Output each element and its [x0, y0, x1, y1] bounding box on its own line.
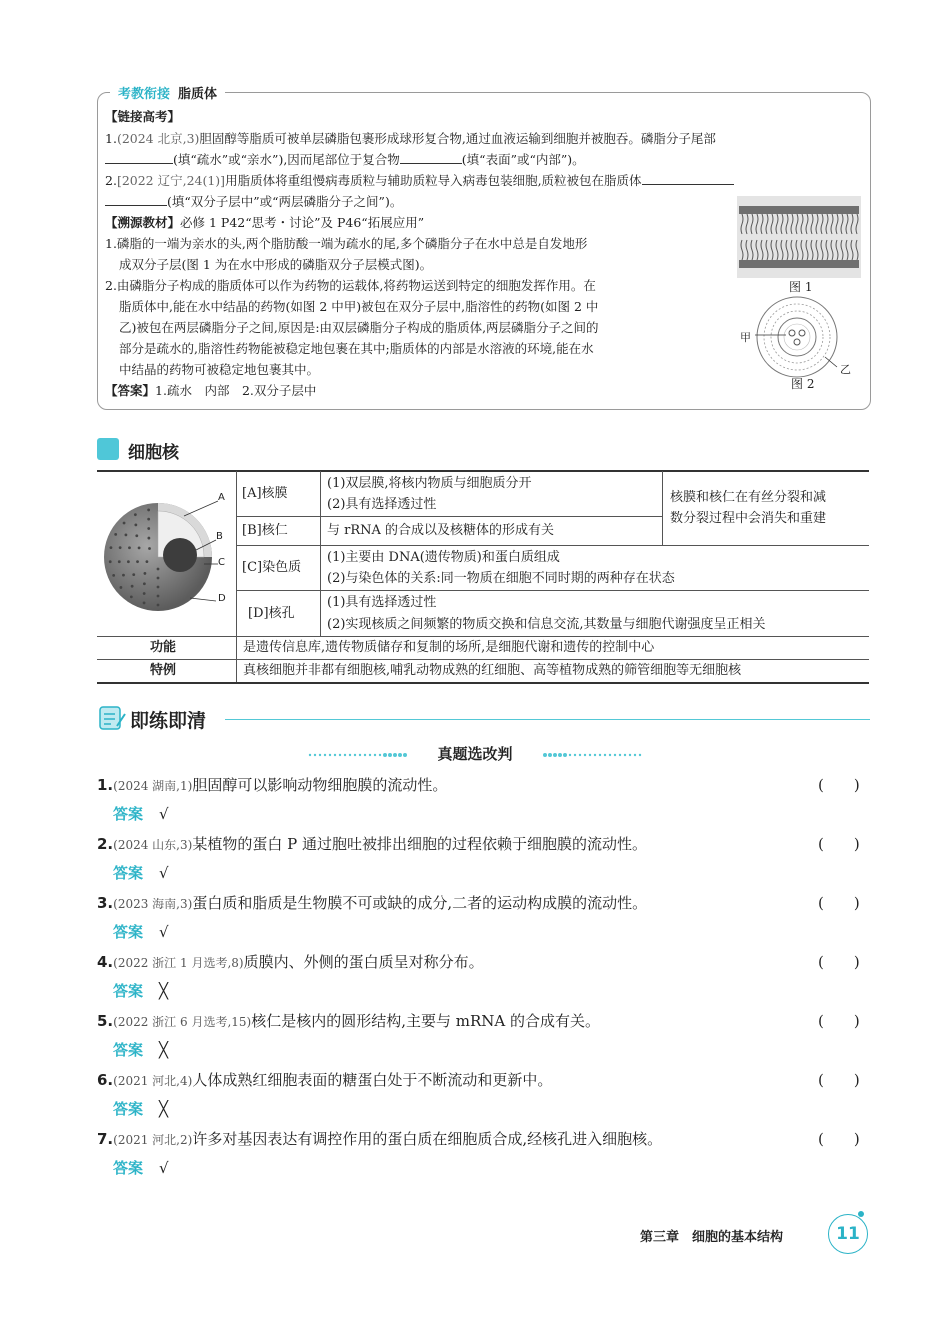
- table-bottom-rule: [97, 682, 869, 684]
- row-name-nuclear-pore: [D]核孔: [248, 606, 295, 621]
- answer-bracket: ( ): [818, 953, 860, 971]
- answer-1: 答案 √: [113, 805, 169, 823]
- label-d: D: [218, 593, 226, 604]
- table-cell: (2)与染色体的关系:同一物质在细胞不同时期的两种存在状态: [327, 571, 675, 586]
- answer-2: 答案 √: [113, 864, 169, 882]
- special-case-text: 真核细胞并非都有细胞核,哺乳动物成熟的红细胞、高等植物成熟的筛管细胞等无细胞核: [243, 663, 742, 678]
- question-6: 6.(2021 河北,4)人体成熟红细胞表面的糖蛋白处于不断流动和更新中。: [97, 1071, 553, 1089]
- trace-point-1-cont: 成双分子层(图 1 为在水中形成的磷脂双分子层模式图)。: [119, 257, 433, 272]
- bilayer-figure: [737, 196, 861, 278]
- question-4: 4.(2022 浙江 1 月选考,8)质膜内、外侧的蛋白质呈对称分布。: [97, 953, 484, 971]
- liposome-figure: [755, 295, 839, 379]
- table-col-line: [236, 471, 237, 636]
- table-cell: (1)双层膜,将核内物质与细胞质分开: [327, 476, 532, 491]
- trace-point-2-cont: 部分是疏水的,脂溶性药物能被稳定地包裹在其中;脂质体的内部是水溶液的环境,能在水: [119, 341, 594, 356]
- question-1: 1.(2024 湖南,1)胆固醇可以影响动物细胞膜的流动性。: [97, 776, 448, 794]
- table-cell: (1)具有选择透过性: [327, 595, 437, 610]
- row-name-nuclear-membrane: [A]核膜: [242, 486, 288, 501]
- link-exam-heading: 【链接高考】: [105, 109, 181, 124]
- answer-6: 答案 ╳: [113, 1100, 169, 1118]
- table-row-line: [97, 636, 869, 637]
- table-cell: (1)主要由 DNA(遗传物质)和蛋白质组成: [327, 550, 560, 565]
- table-note: 数分裂过程中会消失和重建: [670, 511, 827, 526]
- trace-point-2: 2.由磷脂分子构成的脂质体可以作为药物的运载体,将药物运送到特定的细胞发挥作用。在: [105, 278, 596, 293]
- answer-line: 【答案】1.疏水 内部 2.双分子层中: [105, 383, 317, 398]
- practice-icon: [97, 704, 127, 732]
- trace-point-2-cont: 中结晶的药物可被稳定地包裹其中。: [119, 362, 320, 377]
- exam-question-1-cont: (填“疏水”或“亲水”),因而尾部位于复合物 (填“表面”或“内部”)。: [105, 149, 585, 170]
- function-text: 是遗传信息库,遗传物质储存和复制的场所,是细胞代谢和遗传的控制中心: [243, 640, 655, 655]
- figure-2-caption: 图 2: [791, 377, 815, 391]
- answer-bracket: ( ): [818, 894, 860, 912]
- blank: [105, 191, 167, 206]
- exam-question-2: 2.[2022 辽宁,24(1)]用脂质体将重组慢病毒质粒与辅助质粒导入病毒包装细胞,质粒被包在脂质体: [105, 170, 734, 191]
- question-5: 5.(2022 浙江 6 月选考,15)核仁是核内的圆形结构,主要与 mRNA 的合成有关。: [97, 1012, 601, 1030]
- table-row-line: [236, 516, 662, 517]
- answer-4: 答案 ╳: [113, 982, 169, 1000]
- table-top-rule: [97, 470, 869, 472]
- box-tag: [110, 82, 225, 102]
- figure-2-label-jia: 甲: [740, 331, 751, 344]
- row-name-nucleolus: [B]核仁: [242, 523, 288, 538]
- table-row-line: [236, 545, 869, 546]
- question-7: 7.(2021 河北,2)许多对基因表达有调控作用的蛋白质在细胞质合成,经核孔进入细胞核。: [97, 1130, 663, 1148]
- blank: [400, 149, 462, 164]
- answer-bracket: ( ): [818, 1071, 860, 1089]
- exam-question-2-cont: (填“双分子层中”或“两层磷脂分子之间”)。: [105, 191, 402, 212]
- label-a: A: [218, 492, 225, 503]
- table-col-line: [662, 471, 663, 545]
- table-col-line: [320, 471, 321, 636]
- page-number: 11: [828, 1214, 868, 1254]
- special-case-label: 特例: [150, 663, 177, 678]
- practice-title: 即练即清: [130, 710, 207, 732]
- table-note: 核膜和核仁在有丝分裂和减: [670, 490, 827, 505]
- practice-subtitle: 真题选改判: [437, 745, 513, 763]
- row-name-chromatin: [C]染色质: [242, 560, 302, 575]
- figure-1-caption: 图 1: [789, 280, 813, 294]
- trace-point-2-cont: 脂质体中,能在水中结晶的药物(如图 2 中甲)被包在双分子层中,脂溶性的药物(如图 2 中: [119, 299, 599, 314]
- label-c: C: [218, 557, 225, 568]
- section-title: 细胞核: [128, 443, 179, 463]
- practice-rule: [225, 719, 870, 720]
- table-cell: 与 rRNA 的合成以及核糖体的形成有关: [327, 523, 555, 538]
- table-cell: (2)实现核质之间频繁的物质交换和信息交流,其数量与细胞代谢强度呈正相关: [327, 617, 766, 632]
- tag-topic: 脂质体: [178, 86, 218, 102]
- trace-point-2-cont: 乙)被包在两层磷脂分子之间,原因是:由双层磷脂分子构成的脂质体,两层磷脂分子之间的: [119, 320, 599, 335]
- table-row-line: [97, 659, 869, 660]
- answer-bracket: ( ): [818, 1130, 860, 1148]
- blank: [105, 149, 173, 164]
- exam-question-1: 1.(2024 北京,3)胆固醇等脂质可被单层磷脂包裹形成球形复合物,通过血液运输到细胞并被胞吞。磷脂分子尾部: [105, 131, 716, 146]
- figure-2-label-yi: 乙: [840, 363, 851, 376]
- function-label: 功能: [150, 640, 177, 655]
- answer-bracket: ( ): [818, 776, 860, 794]
- table-cell: (2)具有选择透过性: [327, 497, 437, 512]
- footer-chapter: 第三章 细胞的基本结构: [640, 1230, 784, 1245]
- question-3: 3.(2023 海南,3)蛋白质和脂质是生物膜不可或缺的成分,二者的运动构成膜的流动性。: [97, 894, 648, 912]
- answer-7: 答案 √: [113, 1159, 169, 1177]
- blank: [642, 170, 734, 185]
- answer-3: 答案 √: [113, 923, 169, 941]
- trace-point-1: 1.磷脂的一端为亲水的头,两个脂肪酸一端为疏水的尾,多个磷脂分子在水中总是自发地形: [105, 236, 588, 251]
- tag-label: 考教衔接: [118, 86, 171, 102]
- page-dot: [858, 1211, 864, 1217]
- label-b: B: [216, 531, 223, 542]
- answer-5: 答案 ╳: [113, 1041, 169, 1059]
- answer-bracket: ( ): [818, 835, 860, 853]
- trace-textbook: 【溯源教材】必修 1 P42“思考・讨论”及 P46“拓展应用”: [105, 215, 425, 230]
- section-icon: [97, 438, 119, 460]
- table-row-line: [236, 590, 869, 591]
- question-2: 2.(2024 山东,3)某植物的蛋白 P 通过胞吐被排出细胞的过程依赖于细胞膜的流动性。: [97, 835, 647, 853]
- answer-bracket: ( ): [818, 1012, 860, 1030]
